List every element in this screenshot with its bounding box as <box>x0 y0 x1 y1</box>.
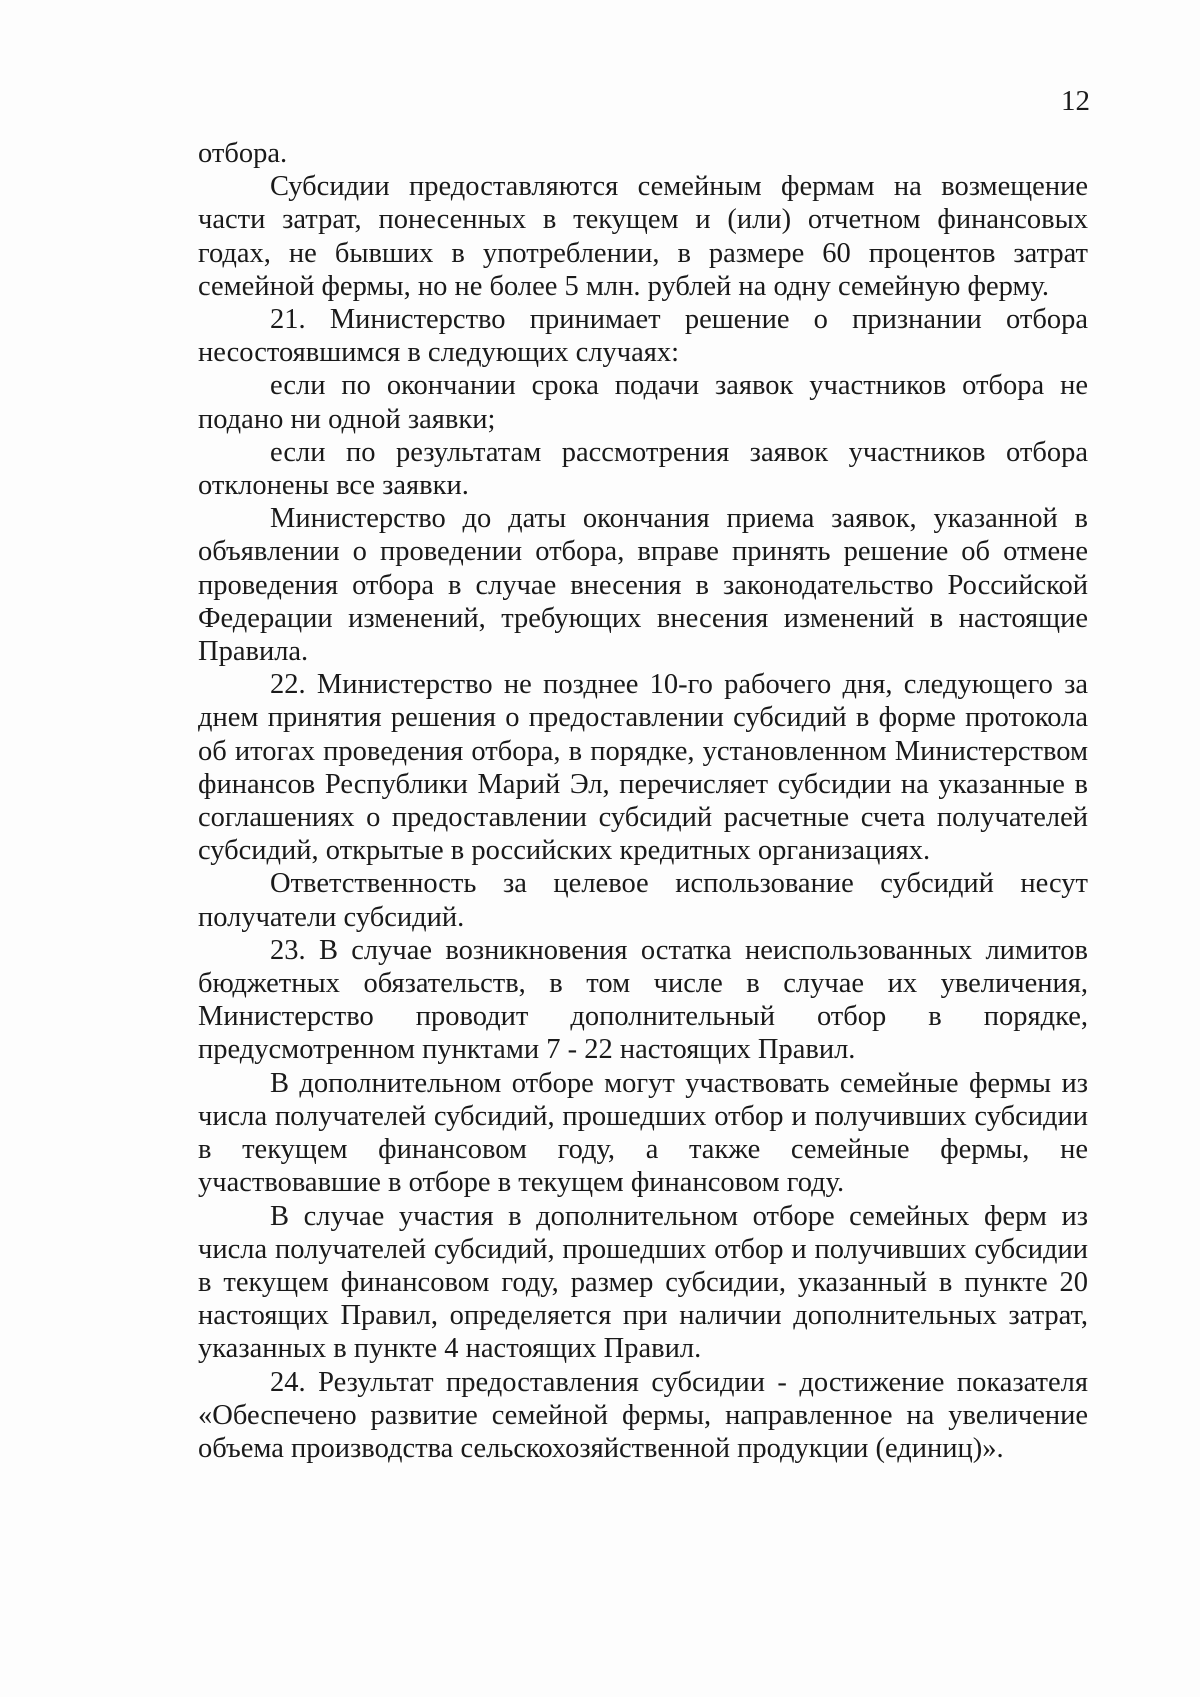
paragraph: 21. Министерство принимает решение о признании отбора несостоявшимся в следующих случаях: <box>198 304 1088 369</box>
paragraph: Министерство до даты окончания приема заявок, указанной в объявлении о проведении отбора, вправе принять решение об отмене проведения отбора в случае внесения в законодательство Российской Федерации изменений, требующих внесения изменений в настоящие Правила. <box>198 503 1088 668</box>
paragraph: В случае участия в дополнительном отборе семейных ферм из числа получателей субсидий, прошедших отбор и получивших субсидии в текущем финансовом году, размер субсидии, указанный в пункте 20 настоящих Правил, определяется при наличии дополнительных затрат, указанных в пункте 4 настоящих Правил. <box>198 1200 1088 1365</box>
paragraph: отбора. <box>198 138 288 169</box>
page-number: 12 <box>1061 85 1090 117</box>
paragraph: 23. В случае возникновения остатка неиспользованных лимитов бюджетных обязательств, в том числе в случае их увеличения, Министерство проводит дополнительный отбор в порядке, предусмотренном пунктами 7 - 22 настоящих Правил. <box>198 934 1088 1066</box>
paragraph: 24. Результат предоставления субсидии - достижение показателя «Обеспечено развитие семейной фермы, направленное на увеличение объема производства сельскохозяйственной продукции (единиц)». <box>198 1366 1088 1464</box>
paragraph: 22. Министерство не позднее 10-го рабочего дня, следующего за днем принятия решения о предоставлении субсидий в форме протокола об итогах проведения отбора, в порядке, установленном Министерством финансов Республики Марий Эл, перечисляет субсидии на указанные в соглашениях о предоставлении субсидий расчетные счета получателей субсидий, открытые в российских кредитных организациях. <box>198 669 1088 867</box>
paragraph: Ответственность за целевое использование субсидий несут получатели субсидий. <box>198 868 1088 933</box>
paragraph: если по окончании срока подачи заявок участников отбора не подано ни одной заявки; <box>198 370 1088 435</box>
paragraph: В дополнительном отборе могут участвовать семейные фермы из числа получателей субсидий, прошедших отбор и получивших субсидии в текущем финансовом году, а также семейные фермы, не участвовавшие в отборе в текущем финансовом году. <box>198 1067 1088 1199</box>
paragraph: если по результатам рассмотрения заявок участников отбора отклонены все заявки. <box>198 436 1088 502</box>
document-body <box>198 137 1088 1465</box>
paragraph: Субсидии предоставляются семейным фермам на возмещение части затрат, понесенных в текущем и (или) отчетном финансовых годах, не бывших в употреблении, в размере 60 процентов затрат семейной фермы, но не более 5 млн. рублей на одну семейную ферму. <box>198 171 1088 302</box>
